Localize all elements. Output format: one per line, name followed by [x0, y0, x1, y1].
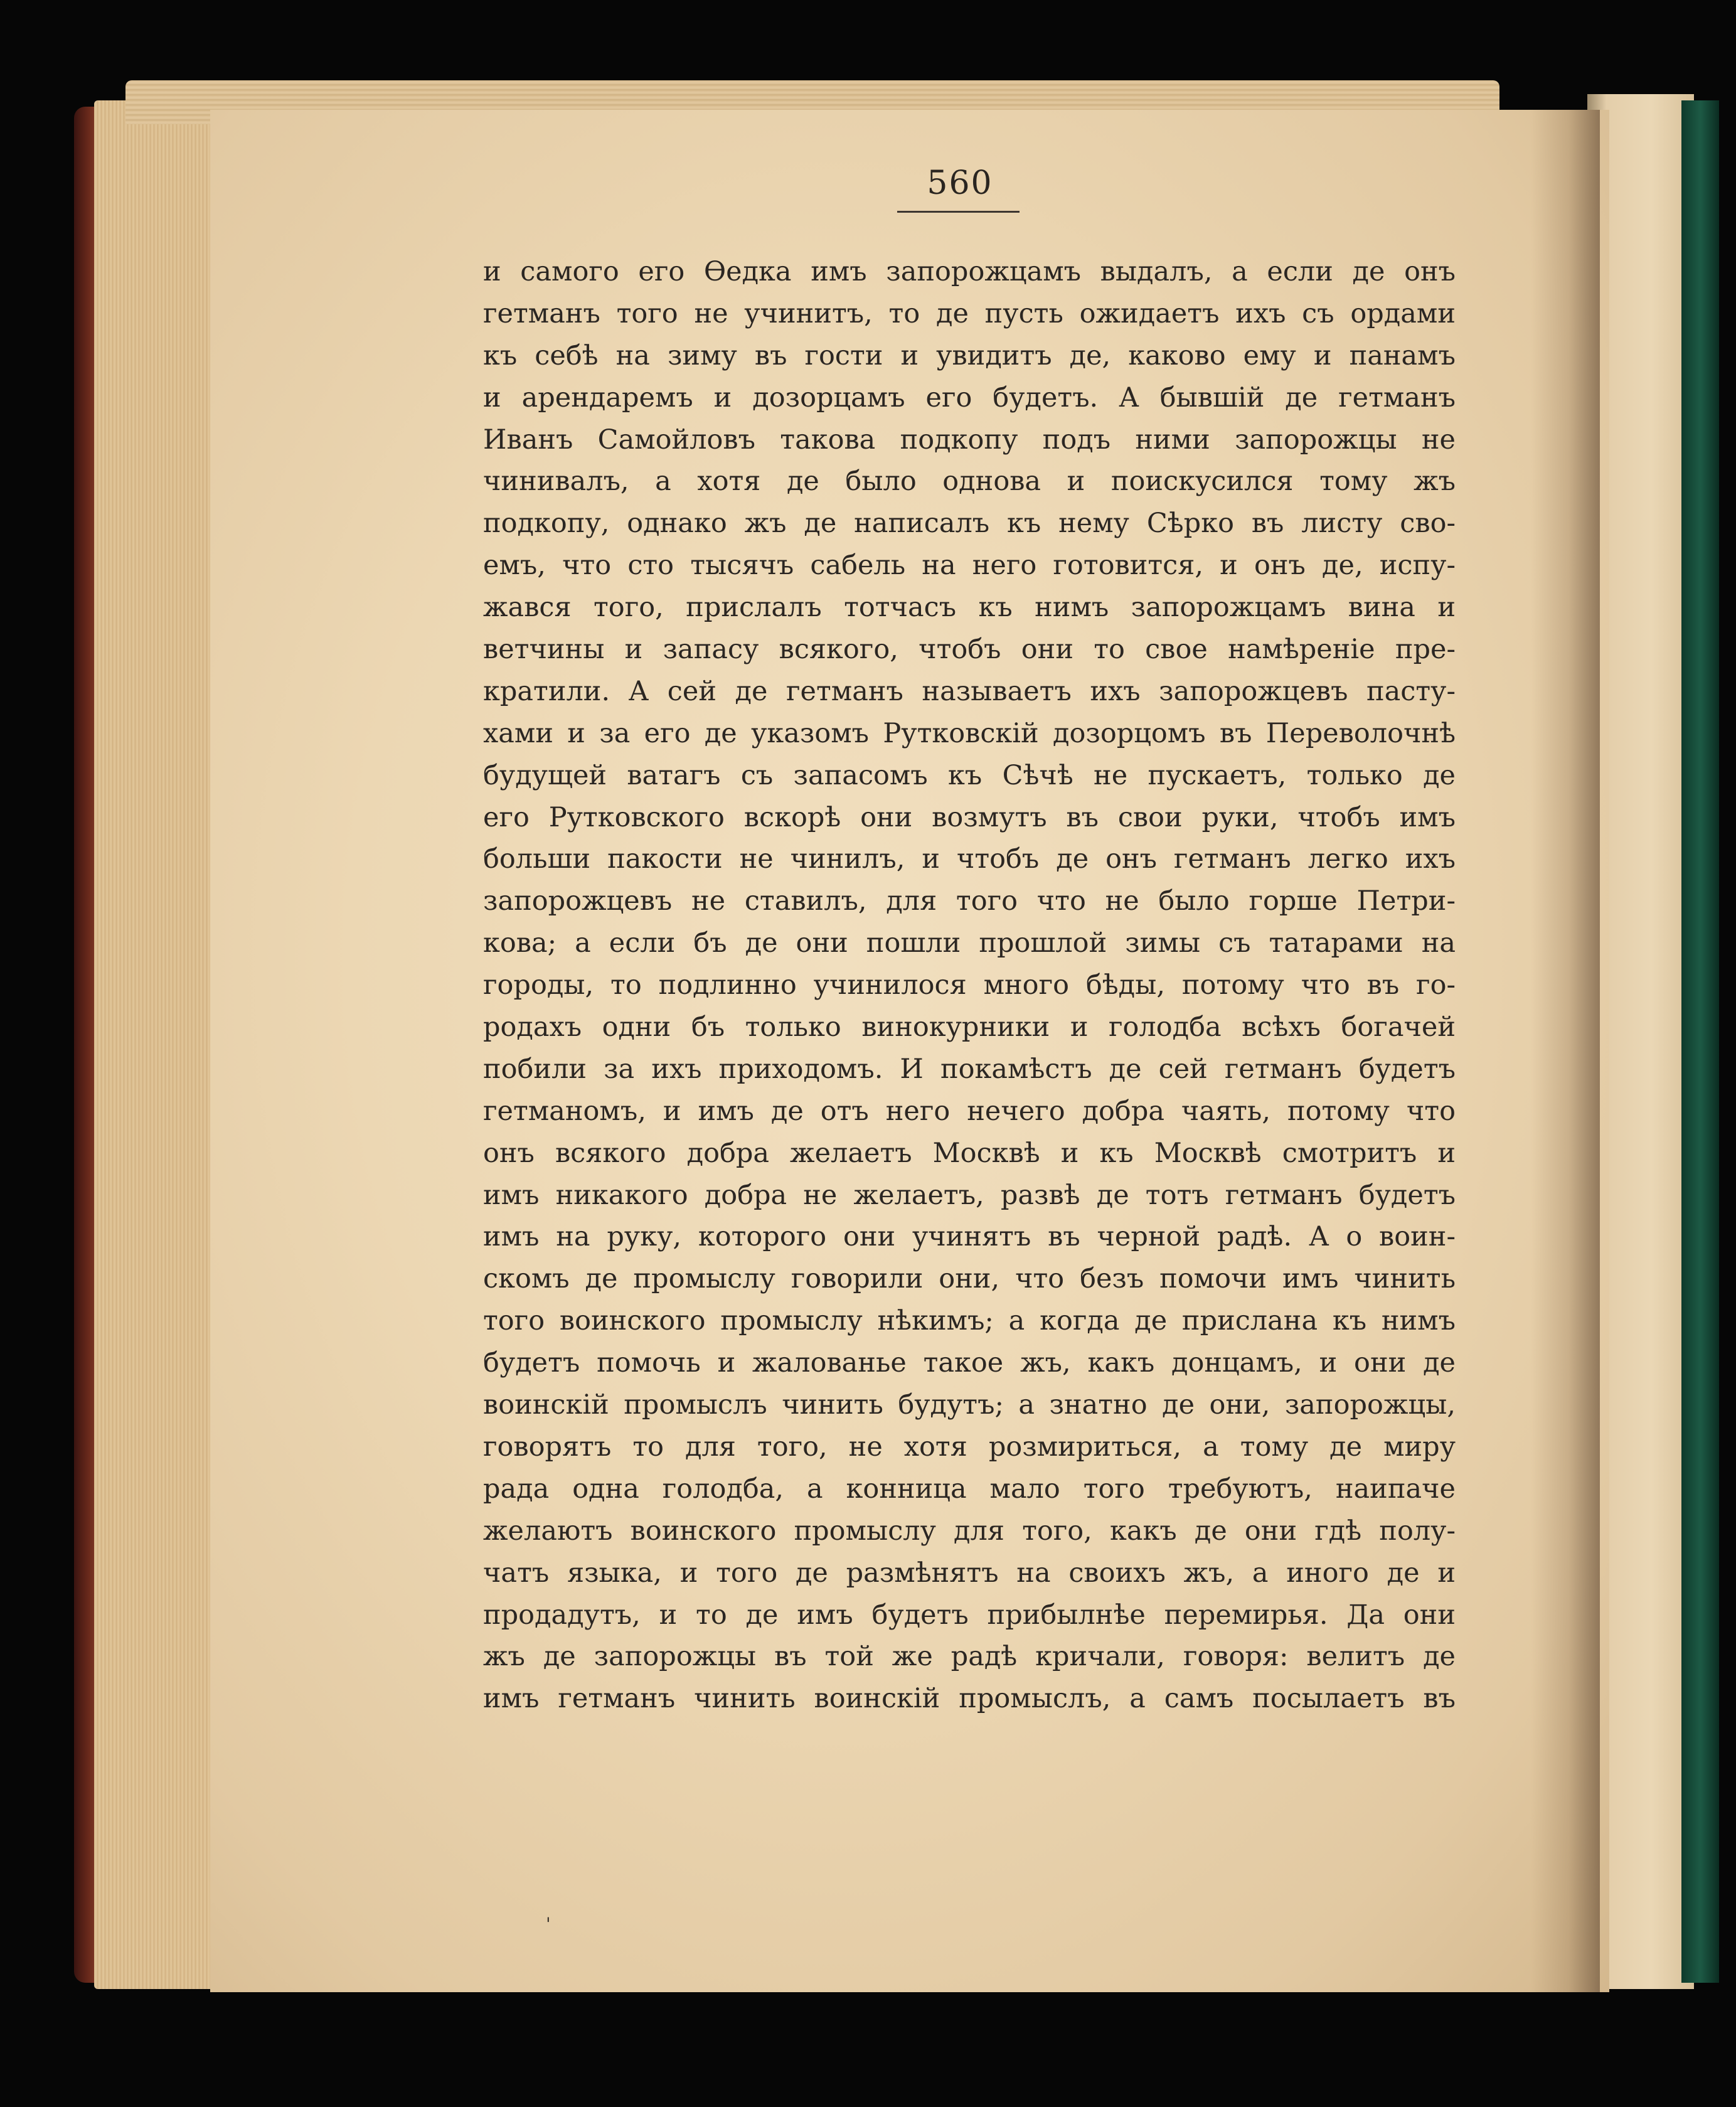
- text-line: чинивалъ, а хотя де было однова и поискусился тому жъ: [483, 466, 1456, 498]
- text-line: скомъ де промыслу говорили они, что безъ помочи имъ чинить: [483, 1263, 1456, 1295]
- text-line: того воинского промыслу нѣкимъ; а когда де прислана къ нимъ: [483, 1305, 1456, 1337]
- page-number-rule: [897, 211, 1020, 213]
- text-line: будетъ помочь и жалованье такое жъ, какъ донцамъ, и они де: [483, 1347, 1456, 1379]
- text-line: его Рутковского вскорѣ они возмутъ въ свои руки, чтобъ имъ: [483, 801, 1456, 833]
- text-line: хами и за его де указомъ Рутковскій дозорцомъ въ Переволочнѣ: [483, 717, 1456, 749]
- text-line: ветчины и запасу всякого, чтобъ они то свое намѣреніе пре-: [483, 634, 1456, 666]
- text-line: жався того, прислалъ тотчасъ къ нимъ запорожцамъ вина и: [483, 592, 1456, 624]
- text-line: запорожцевъ не ставилъ, для того что не было горше Петри-: [483, 885, 1456, 917]
- text-line: онъ всякого добра желаетъ Москвѣ и къ Москвѣ смотритъ и: [483, 1137, 1456, 1169]
- text-line: кова; а если бъ де они пошли прошлой зимы съ татарами на: [483, 927, 1456, 959]
- text-line: больши пакости не чинилъ, и чтобъ де онъ гетманъ легко ихъ: [483, 843, 1456, 875]
- text-line: и арендаремъ и дозорцамъ его будетъ. А бывшій де гетманъ: [483, 381, 1456, 413]
- page-number: 560: [927, 164, 993, 202]
- page-gutter-shadow: [1531, 110, 1600, 1992]
- text-line: родахъ одни бъ только винокурники и голодба всѣхъ богачей: [483, 1011, 1456, 1043]
- stray-mark: ': [546, 1914, 551, 1934]
- text-line: имъ на руку, которого они учинятъ въ черной радѣ. А о воин-: [483, 1221, 1456, 1253]
- text-line: емъ, что сто тысячъ сабель на него готовится, и онъ де, испу-: [483, 550, 1456, 582]
- text-line: желаютъ воинского промыслу для того, какъ де они гдѣ полу-: [483, 1515, 1456, 1547]
- text-line: говорятъ то для того, не хотя розмириться, а тому де миру: [483, 1431, 1456, 1463]
- text-line: гетманъ того не учинитъ, то де пусть ожидаетъ ихъ съ ордами: [483, 297, 1456, 329]
- binding-cloth: [1681, 100, 1719, 1983]
- page-stack-left: [94, 100, 220, 1989]
- text-line: гетманомъ, и имъ де отъ него нечего добра чаять, потому что: [483, 1095, 1456, 1127]
- text-line: кратили. А сей де гетманъ называетъ ихъ запорожцевъ пасту-: [483, 675, 1456, 707]
- text-line: продадутъ, и то де имъ будетъ прибылнѣе перемирья. Да они: [483, 1599, 1456, 1631]
- text-line: и самого его Ѳедка имъ запорожцамъ выдалъ, а если де онъ: [483, 256, 1456, 287]
- text-line: къ себѣ на зиму въ гости и увидитъ де, каково ему и панамъ: [483, 339, 1456, 371]
- text-line: жъ де запорожцы въ той же радѣ кричали, говоря: велитъ де: [483, 1641, 1456, 1673]
- text-line: подкопу, однако жъ де написалъ къ нему Сѣрко въ листу сво-: [483, 508, 1456, 540]
- text-line: городы, то подлинно учинилося много бѣды, потому что въ го-: [483, 969, 1456, 1001]
- text-line: рада одна голодба, а конница мало того требуютъ, наипаче: [483, 1473, 1456, 1505]
- text-line: имъ никакого добра не желаетъ, развѣ де тотъ гетманъ будетъ: [483, 1179, 1456, 1211]
- text-line: побили за ихъ приходомъ. И покамѣстъ де сей гетманъ будетъ: [483, 1053, 1456, 1085]
- body-text: [483, 251, 1456, 1720]
- text-line: чатъ языка, и того де размѣнятъ на своихъ жъ, а иного де и: [483, 1557, 1456, 1589]
- text-line: Иванъ Самойловъ такова подкопу подъ ними запорожцы не: [483, 424, 1456, 456]
- text-line: будущей ватагъ съ запасомъ къ Сѣчѣ не пускаетъ, только де: [483, 759, 1456, 791]
- text-line: имъ гетманъ чинить воинскій промыслъ, а самъ посылаетъ въ: [483, 1683, 1456, 1715]
- text-line: воинскій промыслъ чинить будутъ; а знатно де они, запорожцы,: [483, 1389, 1456, 1421]
